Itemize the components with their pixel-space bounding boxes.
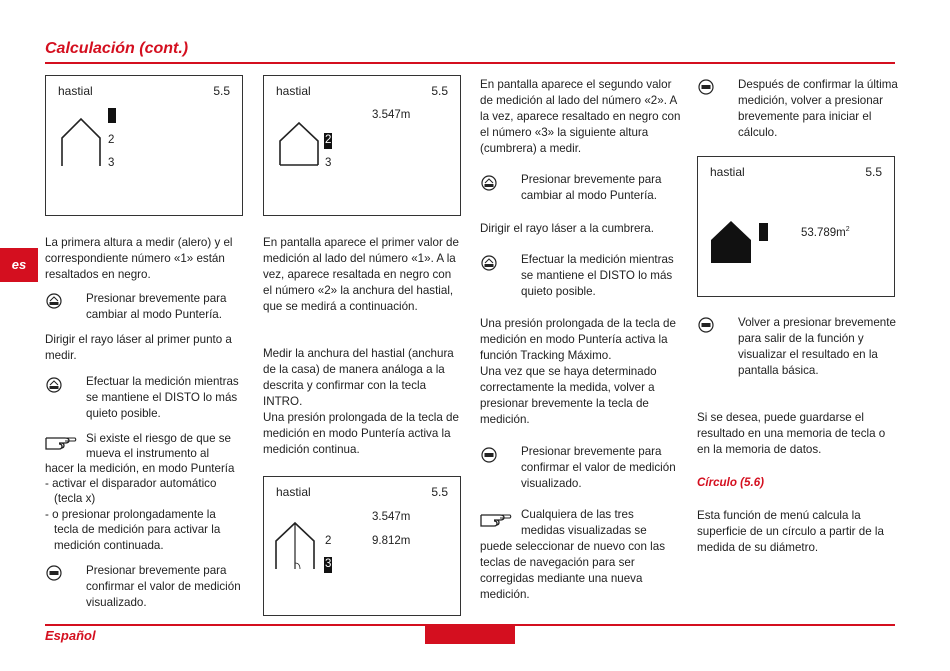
number-2: 2 bbox=[325, 535, 332, 547]
enter-button-icon bbox=[698, 79, 714, 95]
display-screen-2 bbox=[263, 75, 461, 216]
paragraph: En pantalla aparece el primer valor de medición al lado del número «1». A la vez, aparece resaltada en negro con el número «2» la anchura del hastial, que se medirá a continuación. bbox=[263, 236, 459, 313]
measurement-1: 3.547m bbox=[372, 109, 411, 121]
measurement-2: 9.812m bbox=[372, 535, 411, 547]
instruction-text: Volver a presionar brevemente para salir de la función y visualizar el resultado en la pantalla básica. bbox=[738, 316, 896, 377]
dist-button-icon bbox=[481, 255, 497, 271]
gable-house-icon bbox=[278, 121, 322, 167]
note-line: hacer la medición, en modo Puntería bbox=[45, 462, 235, 475]
instruction-text: Efectuar la medición mientras se mantiene el DISTO lo más quieto posible. bbox=[86, 375, 239, 420]
number-3: 3 bbox=[325, 157, 332, 169]
note-line: Si existe el riesgo de que se bbox=[86, 432, 232, 445]
pointing-hand-icon bbox=[45, 433, 77, 451]
page-title: Calculación (cont.) bbox=[45, 40, 189, 57]
highlight-marker bbox=[108, 108, 116, 123]
paragraph: Dirigir el rayo láser al primer punto a medir. bbox=[45, 333, 232, 362]
display-screen-3 bbox=[263, 476, 461, 616]
dist-button-icon bbox=[46, 293, 62, 309]
highlight-marker bbox=[759, 223, 768, 241]
dist-button-icon bbox=[481, 175, 497, 191]
note-bullet: medición continuada. bbox=[54, 539, 164, 552]
number-3-highlighted: 3 bbox=[324, 557, 332, 573]
note-line: Cualquiera de las tres bbox=[521, 508, 634, 521]
footer-language: Español bbox=[45, 628, 96, 643]
paragraph: Una presión prolongada de la tecla de medición en modo Puntería activa la medición continua. bbox=[263, 411, 459, 456]
note-bullet: (tecla x) bbox=[54, 492, 96, 505]
paragraph: Dirigir el rayo láser a la cumbrera. bbox=[480, 222, 654, 235]
measurement-1: 3.547m bbox=[372, 511, 411, 523]
instruction-text: Presionar brevemente para confirmar el valor de medición visualizado. bbox=[521, 445, 676, 490]
instruction-text: Efectuar la medición mientras se mantiene el DISTO lo más quieto posible. bbox=[521, 253, 674, 298]
note-bullet: - activar el disparador automático bbox=[45, 477, 217, 490]
paragraph: La primera altura a medir (alero) y el correspondiente número «1» están resaltados en negro. bbox=[45, 236, 233, 281]
note-text: puede seleccionar de nuevo con las teclas de navegación para ser corregidas mediante una nueva medición. bbox=[480, 540, 665, 601]
section-subheading: Círculo (5.6) bbox=[697, 476, 764, 489]
paragraph: Si se desea, puede guardarse el resultado en una memoria de tecla o en la memoria de datos. bbox=[697, 411, 886, 456]
area-result: $53.789m^2$ bbox=[801, 226, 850, 239]
gable-house-icon bbox=[60, 116, 104, 168]
paragraph: Una vez que se haya determinado correctamente la medida, volver a presionar brevemente la tecla de medición. bbox=[480, 365, 657, 426]
screen-title: hastial bbox=[710, 165, 745, 179]
display-screen-1 bbox=[45, 75, 243, 216]
instruction-text: Presionar brevemente para cambiar al modo Puntería. bbox=[86, 292, 227, 321]
screen-title: hastial bbox=[58, 84, 93, 98]
screen-value: 5.5 bbox=[213, 84, 230, 98]
paragraph: En pantalla aparece el segundo valor de medición al lado del número «2». A la vez, aparece resaltado en negro con el número «3» la siguiente altura (cumbrera) a medir. bbox=[480, 78, 681, 155]
note-line: medidas visualizadas se bbox=[521, 524, 647, 537]
note-line: mueva el instrumento al bbox=[86, 447, 210, 460]
enter-button-icon bbox=[698, 317, 714, 333]
note-bullet: - o presionar prolongadamente la bbox=[45, 508, 216, 521]
screen-title: hastial bbox=[276, 84, 311, 98]
header-rule bbox=[45, 62, 895, 64]
screen-value: 5.5 bbox=[431, 485, 448, 499]
screen-value: 5.5 bbox=[431, 84, 448, 98]
instruction-text: Presionar brevemente para cambiar al modo Puntería. bbox=[521, 173, 662, 202]
pointing-hand-icon bbox=[480, 510, 512, 528]
paragraph: Una presión prolongada de la tecla de medición en modo Puntería activa la función Tracking Máximo. bbox=[480, 317, 676, 362]
number-2-highlighted: 2 bbox=[324, 133, 332, 149]
number-3: 3 bbox=[108, 157, 115, 169]
footer-color-block bbox=[425, 625, 515, 644]
filled-house-icon bbox=[710, 219, 754, 265]
language-tab: es bbox=[0, 248, 38, 282]
screen-value: 5.5 bbox=[865, 165, 882, 179]
instruction-text: Presionar brevemente para confirmar el valor de medición visualizado. bbox=[86, 564, 241, 609]
dist-button-icon bbox=[46, 377, 62, 393]
gable-house-height-icon bbox=[274, 521, 318, 571]
number-2: 2 bbox=[108, 134, 115, 146]
enter-button-icon bbox=[46, 565, 62, 581]
screen-title: hastial bbox=[276, 485, 311, 499]
instruction-text: Después de confirmar la última medición, volver a presionar brevemente para iniciar el cálculo. bbox=[738, 78, 898, 139]
paragraph: Esta función de menú calcula la superficie de un círculo a partir de la medida de su diámetro. bbox=[697, 509, 884, 554]
note-bullet: tecla de medición para activar la bbox=[54, 523, 221, 536]
display-screen-4 bbox=[697, 156, 895, 297]
paragraph: Medir la anchura del hastial (anchura de la casa) de manera análoga a la descrita y confirmar con la tecla INTRO. bbox=[263, 347, 454, 408]
enter-button-icon bbox=[481, 447, 497, 463]
